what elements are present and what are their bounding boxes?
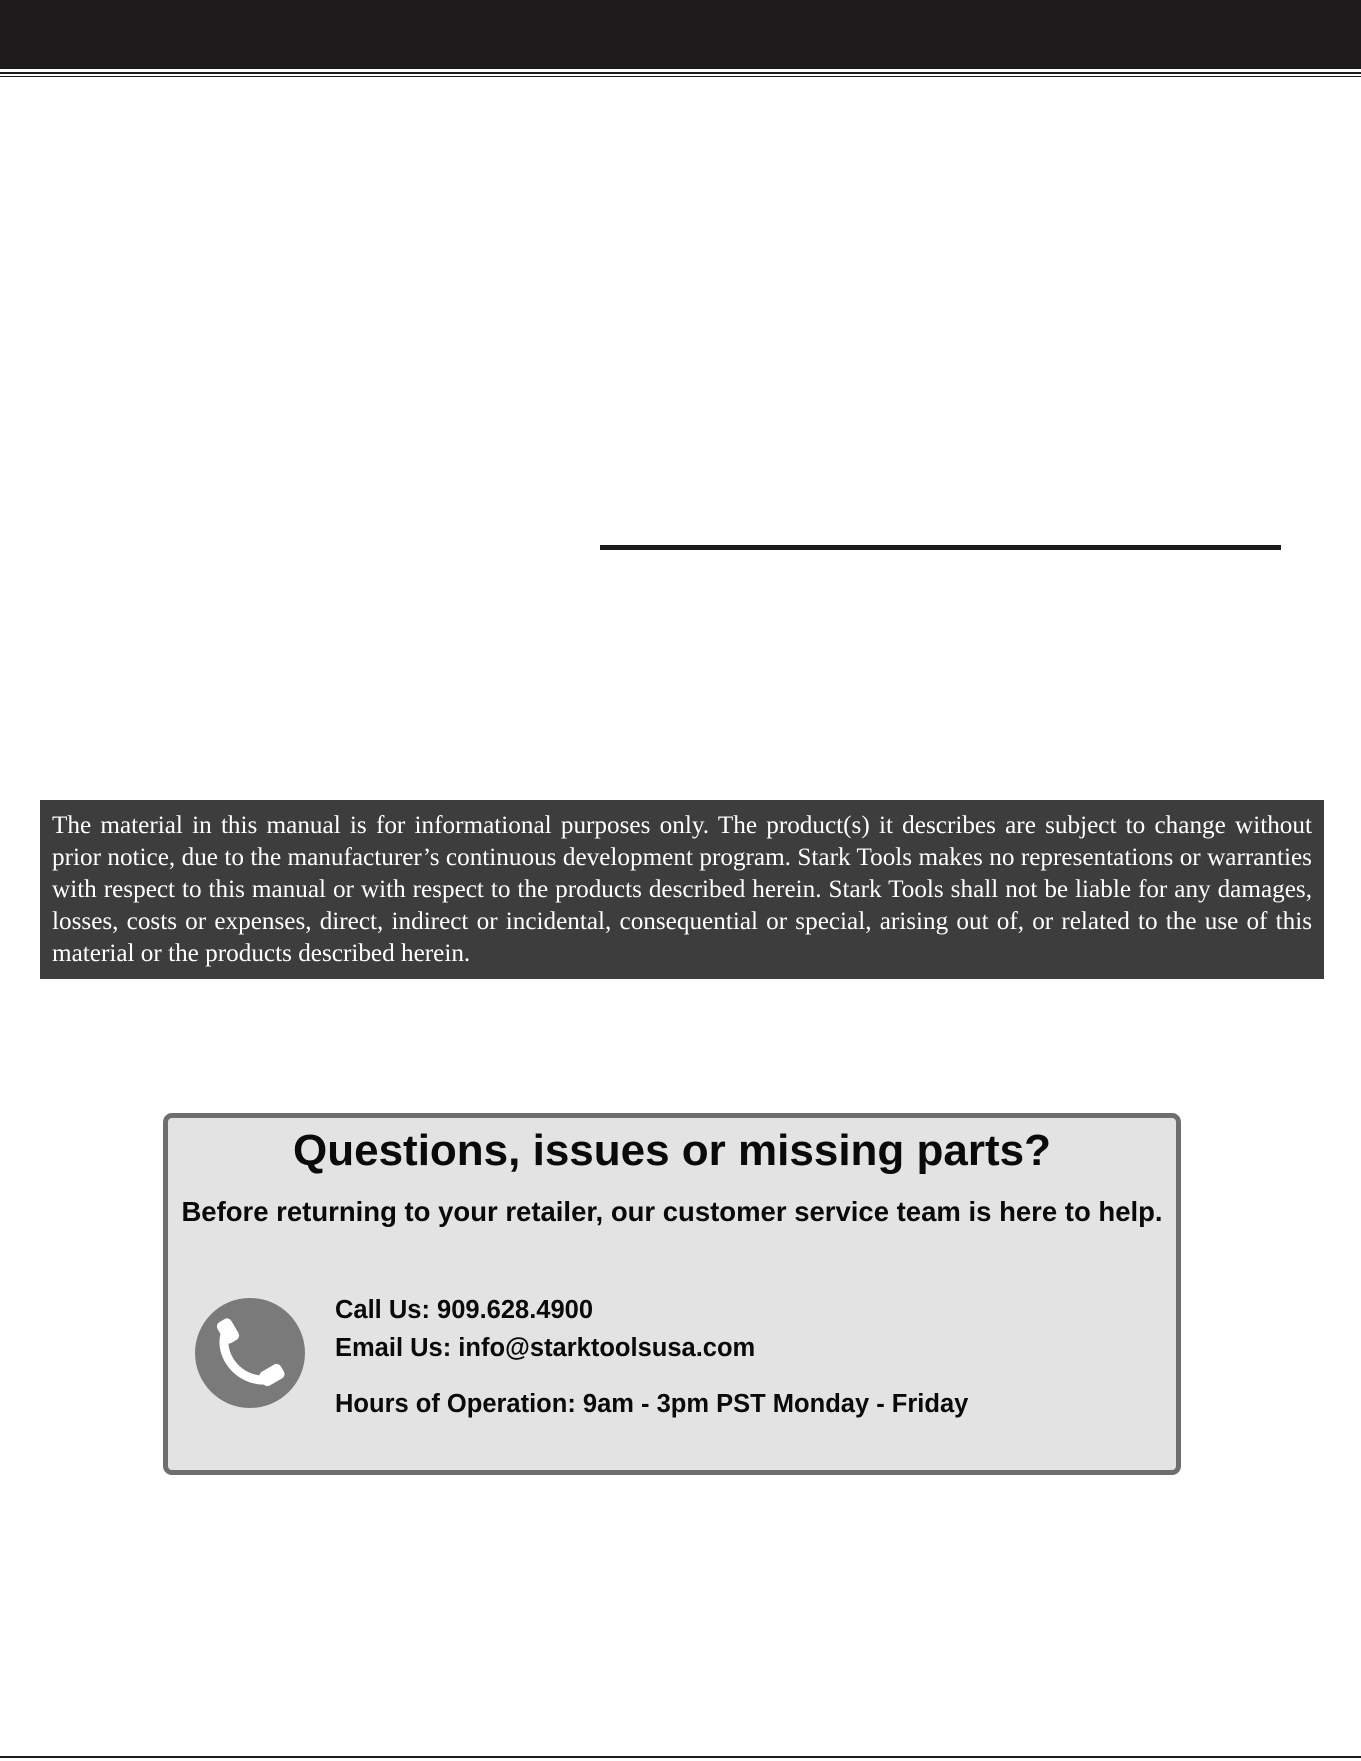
email-us-text: Email Us: info@starktoolsusa.com	[335, 1334, 756, 1362]
header-bar	[0, 0, 1361, 69]
header-rule	[0, 72, 1361, 74]
customer-support-box	[163, 1113, 1181, 1475]
call-us-text: Call Us: 909.628.4900	[335, 1296, 594, 1324]
disclaimer-box	[40, 800, 1324, 979]
support-subheading: Before returning to your retailer, our customer service team is here to help.	[181, 1196, 1163, 1227]
title-divider	[600, 545, 1281, 550]
footer-rule	[0, 1756, 1361, 1758]
header-rule-thin	[0, 76, 1361, 77]
phone-icon	[195, 1298, 305, 1408]
support-heading: Questions, issues or missing parts?	[293, 1126, 1051, 1175]
disclaimer-text: The material in this manual is for informational purposes only. The product(s) it describes are subject to change without prior notice, due to the manufacturer’s continuous development program. Stark Tools makes no representations or warranties with respect to this manual or with respect to the products described herein. Stark Tools shall not be liable for any damages, losses, costs or expenses, direct, indirect or incidental, consequential or special, arising out of, or related to the use of this material or the products described herein.	[52, 812, 1312, 967]
hours-text: Hours of Operation: 9am - 3pm PST Monday - Friday	[335, 1390, 969, 1418]
